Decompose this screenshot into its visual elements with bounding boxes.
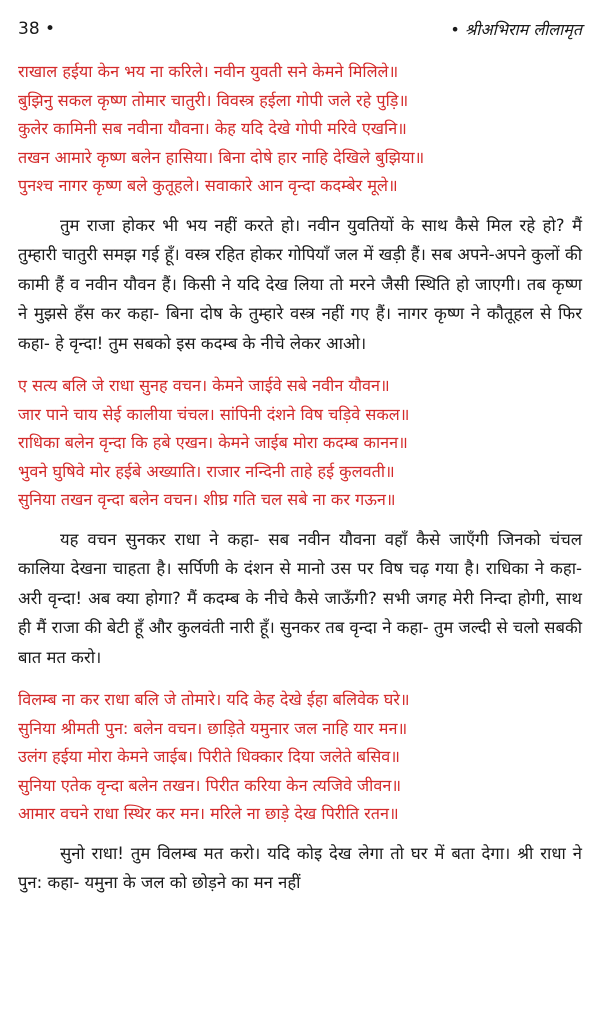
page-header: [18, 14, 582, 44]
verse-line: तखन आमारे कृष्ण बलेन हासिया। बिना दोषे हार नाहि देखिले बुझिया॥: [18, 147, 425, 167]
verse-block-3: [18, 686, 582, 829]
running-title: • श्रीअभिराम लीलामृत: [450, 20, 582, 39]
prose-text: तुम राजा होकर भी भय नहीं करते हो। नवीन युवतियों के साथ कैसे मिल रहे हो? मैं तुम्हारी चातुरी समझ गई हूँ। वस्त्र रहित होकर गोपियाँ जल में खड़ी हैं। सब अपने-अपने कुलों की कामी हैं व नवीन यौवन हैं। किसी ने यदि देख लिया तो मरने जैसी स्थिति हो जाएगी। तब कृष्ण ने मुझसे हँस कर कहा- बिना दोष के तुम्हारे वस्त्र नहीं गए हैं। नागर कृष्ण ने कौतूहल से फिर कहा- हे वृन्दा! तुम सबको इस कदम्ब के नीचे लेकर आओ।: [18, 215, 582, 353]
verse-line: राधिका बलेन वृन्दा कि हबे एखन। केमने जाईब मोरा कदम्ब कानन॥: [18, 433, 408, 452]
verse-line: सुनिया श्रीमती पुन: बलेन वचन। छाड़िते यमुनार जल नाहि यार मन॥: [18, 718, 408, 738]
verse-line: आमार वचने राधा स्थिर कर मन। मरिले ना छाड़े देख पिरीति रतन॥: [18, 804, 399, 823]
verse-line: बुझिनु सकल कृष्ण तोमार चातुरी। विवस्त्र हईला गोपी जले रहे पुड़ि॥: [18, 90, 409, 110]
prose-paragraph-1: [18, 211, 582, 359]
verse-line: सुनिया एतेक वृन्दा बलेन तखन। पिरीत करिया केन त्यजिवे जीवन॥: [18, 775, 402, 795]
verse-line: सुनिया तखन वृन्दा बलेन वचन। शीघ्र गति चल सबे ना कर गऊन॥: [18, 490, 396, 509]
verse-block-2: [18, 372, 582, 515]
verse-line: ए सत्य बलि जे राधा सुनह वचन। केमने जाईवे सबे नवीन यौवन॥: [18, 376, 390, 395]
verse-line: भुवने घुषिवे मोर हईबे अख्याति। राजार नन्दिनी ताहे हई कुलवती॥: [18, 461, 395, 481]
prose-text: यह वचन सुनकर राधा ने कहा- सब नवीन यौवना वहाँ कैसे जाएँगी जिनको चंचल कालिया देखना चाहता है। सर्पिणी के दंशन से मानो उस पर विष चढ़ गया है। राधिका ने कहा- अरी वृन्दा! अब क्या होगा? मैं कदम्ब के नीचे कैसे जाऊँगी? सभी जगह मेरी निन्दा होगी, साथ ही मैं राजा की बेटी हूँ और कुलवंती नारी हूँ। सुनकर तब वृन्दा ने कहा- तुम जल्दी से चलो सबकी बात मत करो।: [18, 529, 582, 667]
prose-paragraph-3: [18, 839, 582, 898]
verse-line: कुलेर कामिनी सब नवीना यौवना। केह यदि देखे गोपी मरिवे एखनि॥: [18, 119, 407, 138]
verse-line: पुनश्च नागर कृष्ण बले कुतूहले। सवाकारे आन वृन्दा कदम्बेर मूले॥: [18, 176, 398, 195]
verse-line: विलम्ब ना कर राधा बलि जे तोमारे। यदि केह देखे ईहा बलिवेक घरे॥: [18, 690, 410, 709]
verse-block-1: [18, 58, 582, 201]
prose-text: सुनो राधा! तुम विलम्ब मत करो। यदि कोइ देख लेगा तो घर में बता देगा। श्री राधा ने पुन: कहा- यमुना के जल को छोड़ने का मन नहीं: [18, 843, 582, 892]
prose-paragraph-2: [18, 525, 582, 673]
verse-line: उलंग हईया मोरा केमने जाईब। पिरीते धिक्कार दिया जलेते बसिव॥: [18, 747, 401, 766]
verse-line: राखाल हईया केन भय ना करिले। नवीन युवती सने केमने मिलिले॥: [18, 62, 399, 81]
page-number: 38 •: [18, 19, 56, 39]
verse-line: जार पाने चाय सेई कालीया चंचल। सांपिनी दंशने विष चड़िवे सकल॥: [18, 404, 410, 424]
